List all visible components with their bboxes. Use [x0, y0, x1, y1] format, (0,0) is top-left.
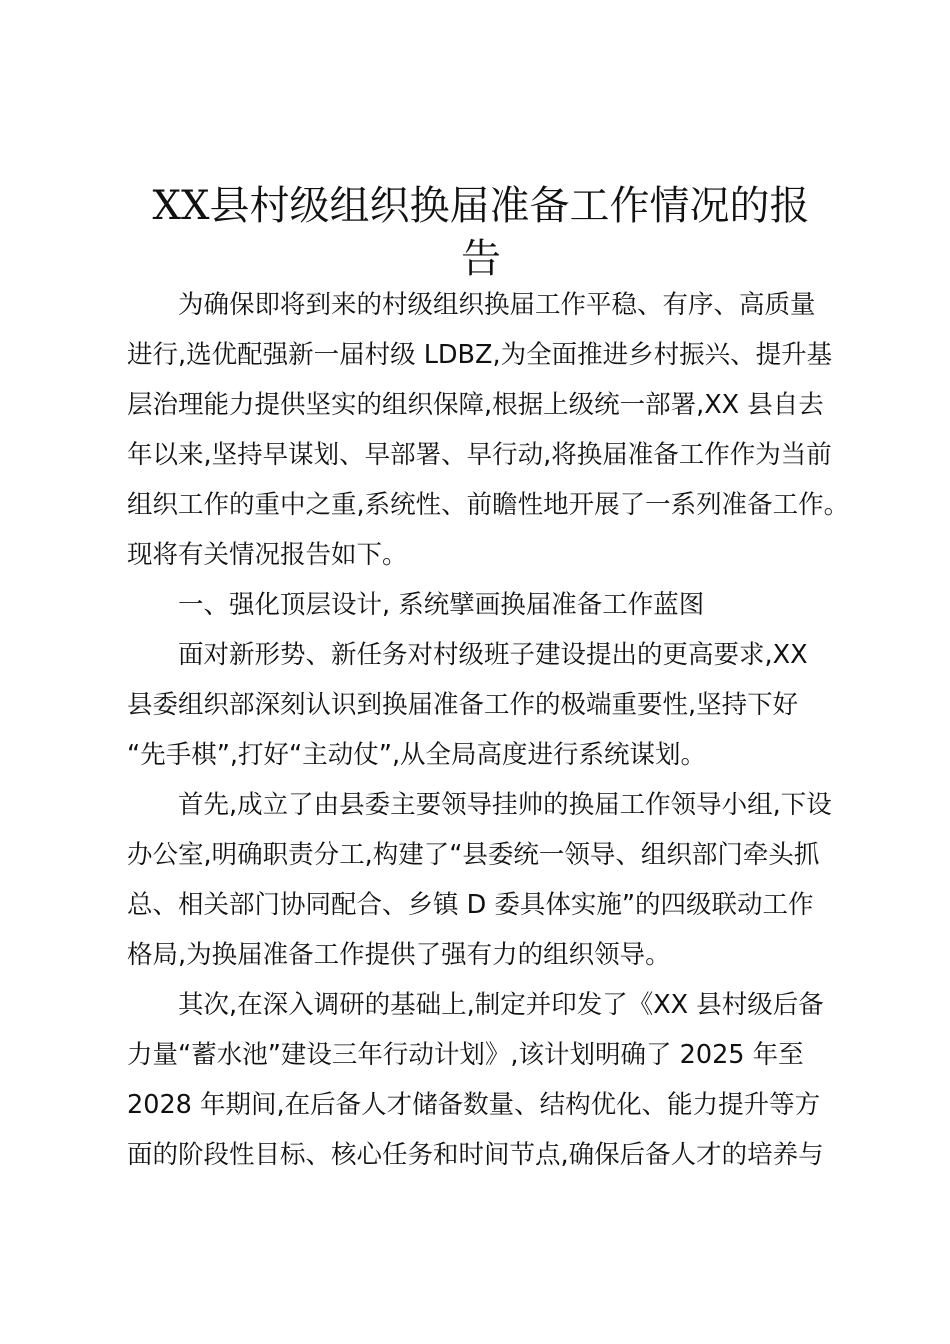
text-line: 进行,选优配强新一届村级 LDBZ,为全面推进乡村振兴、提升基: [127, 340, 833, 370]
text-line: 力量“蓄水池”建设三年行动计划》,该计划明确了 2025 年至: [127, 1040, 804, 1070]
document-body: [127, 280, 867, 1180]
title-line: 告: [461, 236, 501, 282]
section-heading: [127, 580, 867, 630]
text-line: 2028 年期间,在后备人才储备数量、结构优化、能力提升等方: [127, 1090, 821, 1120]
text-line: 面的阶段性目标、核心任务和时间节点,确保后备人才的培养与: [127, 1140, 824, 1170]
title-line: XX县村级组织换届准备工作情况的报: [152, 183, 810, 229]
text-line: 总、相关部门协同配合、乡镇 D 委具体实施”的四级联动工作: [127, 890, 814, 920]
text-line: 其次,在深入调研的基础上,制定并印发了《XX 县村级后备: [178, 990, 824, 1020]
text-line: 组织工作的重中之重,系统性、前瞻性地开展了一系列准备工作。: [127, 490, 850, 520]
paragraph: [127, 630, 867, 780]
text-line: 格局,为换届准备工作提供了强有力的组织领导。: [127, 940, 671, 970]
paragraph: [127, 980, 867, 1180]
text-line: 为确保即将到来的村级组织换届工作平稳、有序、高质量: [178, 290, 816, 320]
paragraph: [127, 780, 867, 980]
text-line: 县委组织部深刻认识到换届准备工作的极端重要性,坚持下好: [127, 690, 799, 720]
text-line: “先手棋”,打好“主动仗”,从全局高度进行系统谋划。: [127, 740, 707, 770]
text-line: 现将有关情况报告如下。: [127, 540, 408, 570]
text-line: 办公室,明确职责分工,构建了“县委统一领导、组织部门牵头抓: [127, 840, 820, 870]
text-line: 层治理能力提供坚实的组织保障,根据上级统一部署,XX 县自去: [127, 390, 824, 420]
text-line: 首先,成立了由县委主要领导挂帅的换届工作领导小组,下设: [178, 790, 832, 820]
text-line: 面对新形势、新任务对村级班子建设提出的更高要求,XX: [178, 640, 808, 670]
text-line: 一、强化顶层设计, 系统擘画换届准备工作蓝图: [178, 590, 705, 620]
text-line: 年以来,坚持早谋划、早部署、早行动,将换届准备工作作为当前: [127, 440, 832, 470]
document-title: [127, 180, 835, 286]
paragraph: [127, 280, 867, 580]
